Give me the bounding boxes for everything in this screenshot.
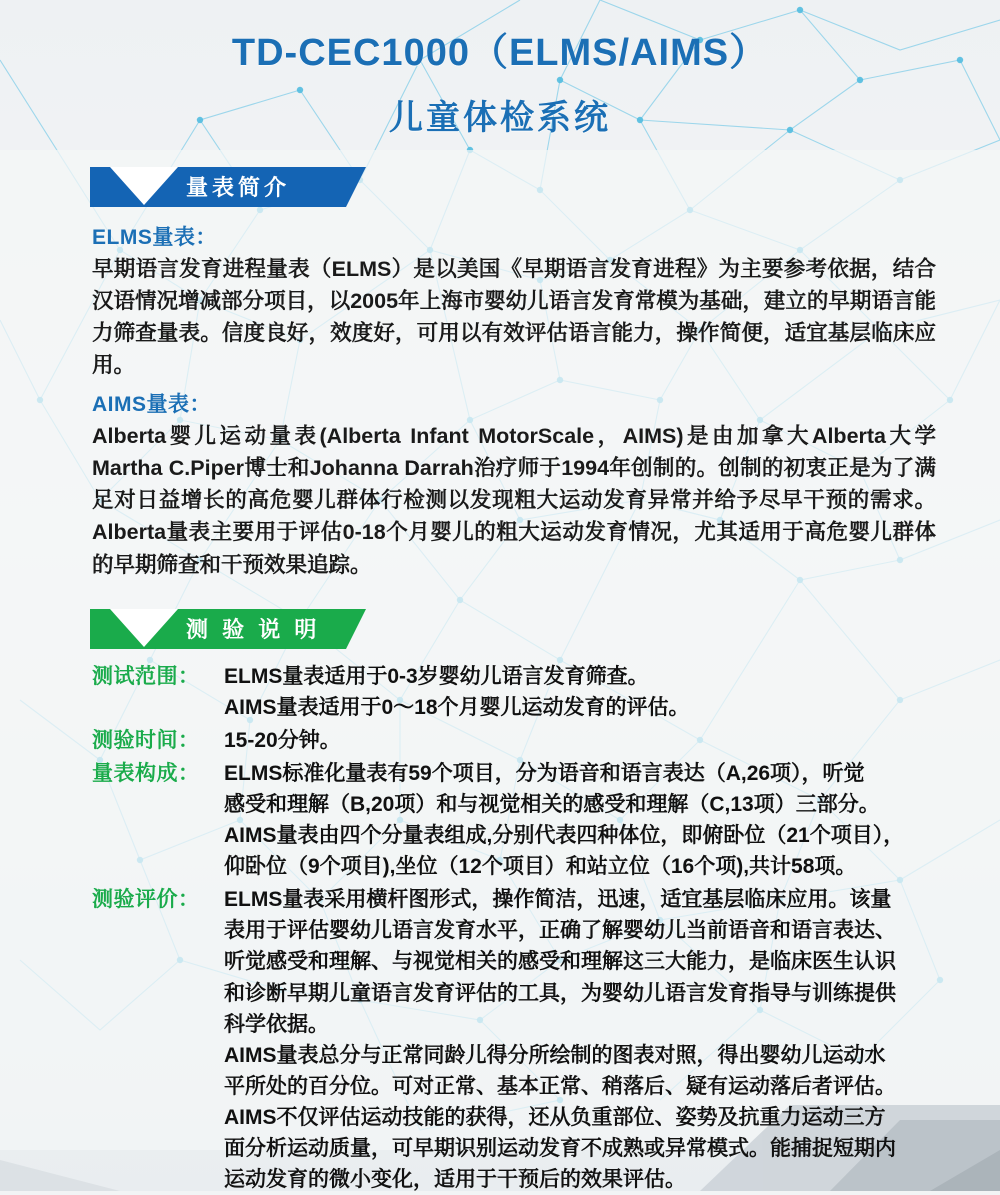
page-title: TD-CEC1000（ELMS/AIMS） <box>231 32 769 74</box>
elms-paragraph: 早期语言发育进程量表（ELMS）是以美国《早期语言发育进程》为主要参考依据，结合汉语情况增减部分项目，以2005年上海市婴幼儿语言发育常模为基础，建立的早期语言能力筛查量表。信度良好，效度好，可用以有效评估语言能力，操作简便，适宜基层临床应用。 <box>92 256 936 378</box>
aims-paragraph: Alberta婴儿运动量表(Alberta Infant MotorScale，AIMS)是由加拿大Alberta大学Martha C.Piper博士和Johanna Darrah治疗师于1994年创制的。创制的初衷正是为了满足对日益增长的高危婴儿群体行检测以发现粗大运动发育异常并给予尽早干预的需求。Alberta量表主要用于评估0-18个月婴儿的粗大运动发育情况，尤其适用于高危婴儿群体的早期筛查和干预效果追踪。 <box>92 423 936 577</box>
row-line: AIMS量表适用于0～18个月婴儿运动发育的评估。 <box>224 695 690 719</box>
row-line: AIMS量表总分与正常同龄儿得分所绘制的图表对照，得出婴幼儿运动水 <box>224 1043 886 1067</box>
row-line: 表用于评估婴幼儿语言发育水平，正确了解婴幼儿当前语音和语言表达、 <box>224 919 896 943</box>
row-line: ELMS标准化量表有59个项目，分为语音和语言表达（A,26项），听觉 <box>224 761 865 785</box>
section-banner-intro <box>90 167 366 207</box>
row-value-evaluation <box>224 884 936 1195</box>
row-line: AIMS量表由四个分量表组成,分别代表四种体位，即俯卧位（21个项目）， <box>224 824 905 848</box>
elms-lead: ELMS量表： <box>92 225 217 249</box>
row-line: ELMS量表适用于0-3岁婴幼儿语言发育筛查。 <box>224 664 649 688</box>
row-line: 平所处的百分位。可对正常、基本正常、稍落后、疑有运动落后者评估。 <box>224 1074 896 1098</box>
row-line: 15-20分钟。 <box>224 728 341 752</box>
row-line: 和诊断早期儿童语言发育评估的工具，为婴幼儿语言发育指导与训练提供 <box>224 981 896 1005</box>
row-line: ELMS量表采用横杆图形式，操作简洁，迅速，适宜基层临床应用。该量 <box>224 888 892 912</box>
row-line: 运动发育的微小变化，适用于干预后的效果评估。 <box>224 1168 686 1191</box>
row-value-duration <box>224 725 936 756</box>
section-content-intro <box>30 221 970 581</box>
row-line: 面分析运动质量，可早期识别运动发育不成熟或异常模式。能捕捉短期内 <box>224 1136 896 1160</box>
section-title-intro: 量表简介 <box>186 175 291 200</box>
page-subtitle: 儿童体检系统 <box>389 98 611 137</box>
info-row <box>92 661 936 723</box>
row-key-composition: 量表构成： <box>92 761 200 785</box>
row-value-scope <box>224 661 936 723</box>
info-row <box>92 758 936 882</box>
row-line: 科学依据。 <box>224 1012 329 1036</box>
row-key-scope: 测试范围： <box>92 664 200 688</box>
section-title-instructions: 测 验 说 明 <box>186 617 321 643</box>
row-line: 感受和理解（B,20项）和与视觉相关的感受和理解（C,13项）三部分。 <box>224 793 880 817</box>
section-banner-instructions <box>90 609 366 649</box>
row-key-duration: 测验时间： <box>92 728 200 752</box>
aims-lead: AIMS量表： <box>92 392 211 416</box>
section-content-instructions <box>30 661 970 1195</box>
row-value-composition <box>224 758 936 882</box>
row-key-evaluation: 测验评价： <box>92 888 200 912</box>
row-line: 听觉感受和理解、与视觉相关的感受和理解这三大能力，是临床医生认识 <box>224 950 896 974</box>
row-line: 仰卧位（9个项目),坐位（12个项目）和站立位（16个项),共计58项。 <box>224 855 857 879</box>
row-line: AIMS不仅评估运动技能的获得，还从负重部位、姿势及抗重力运动三方 <box>224 1105 886 1129</box>
info-row <box>92 725 936 756</box>
info-row <box>92 884 936 1195</box>
